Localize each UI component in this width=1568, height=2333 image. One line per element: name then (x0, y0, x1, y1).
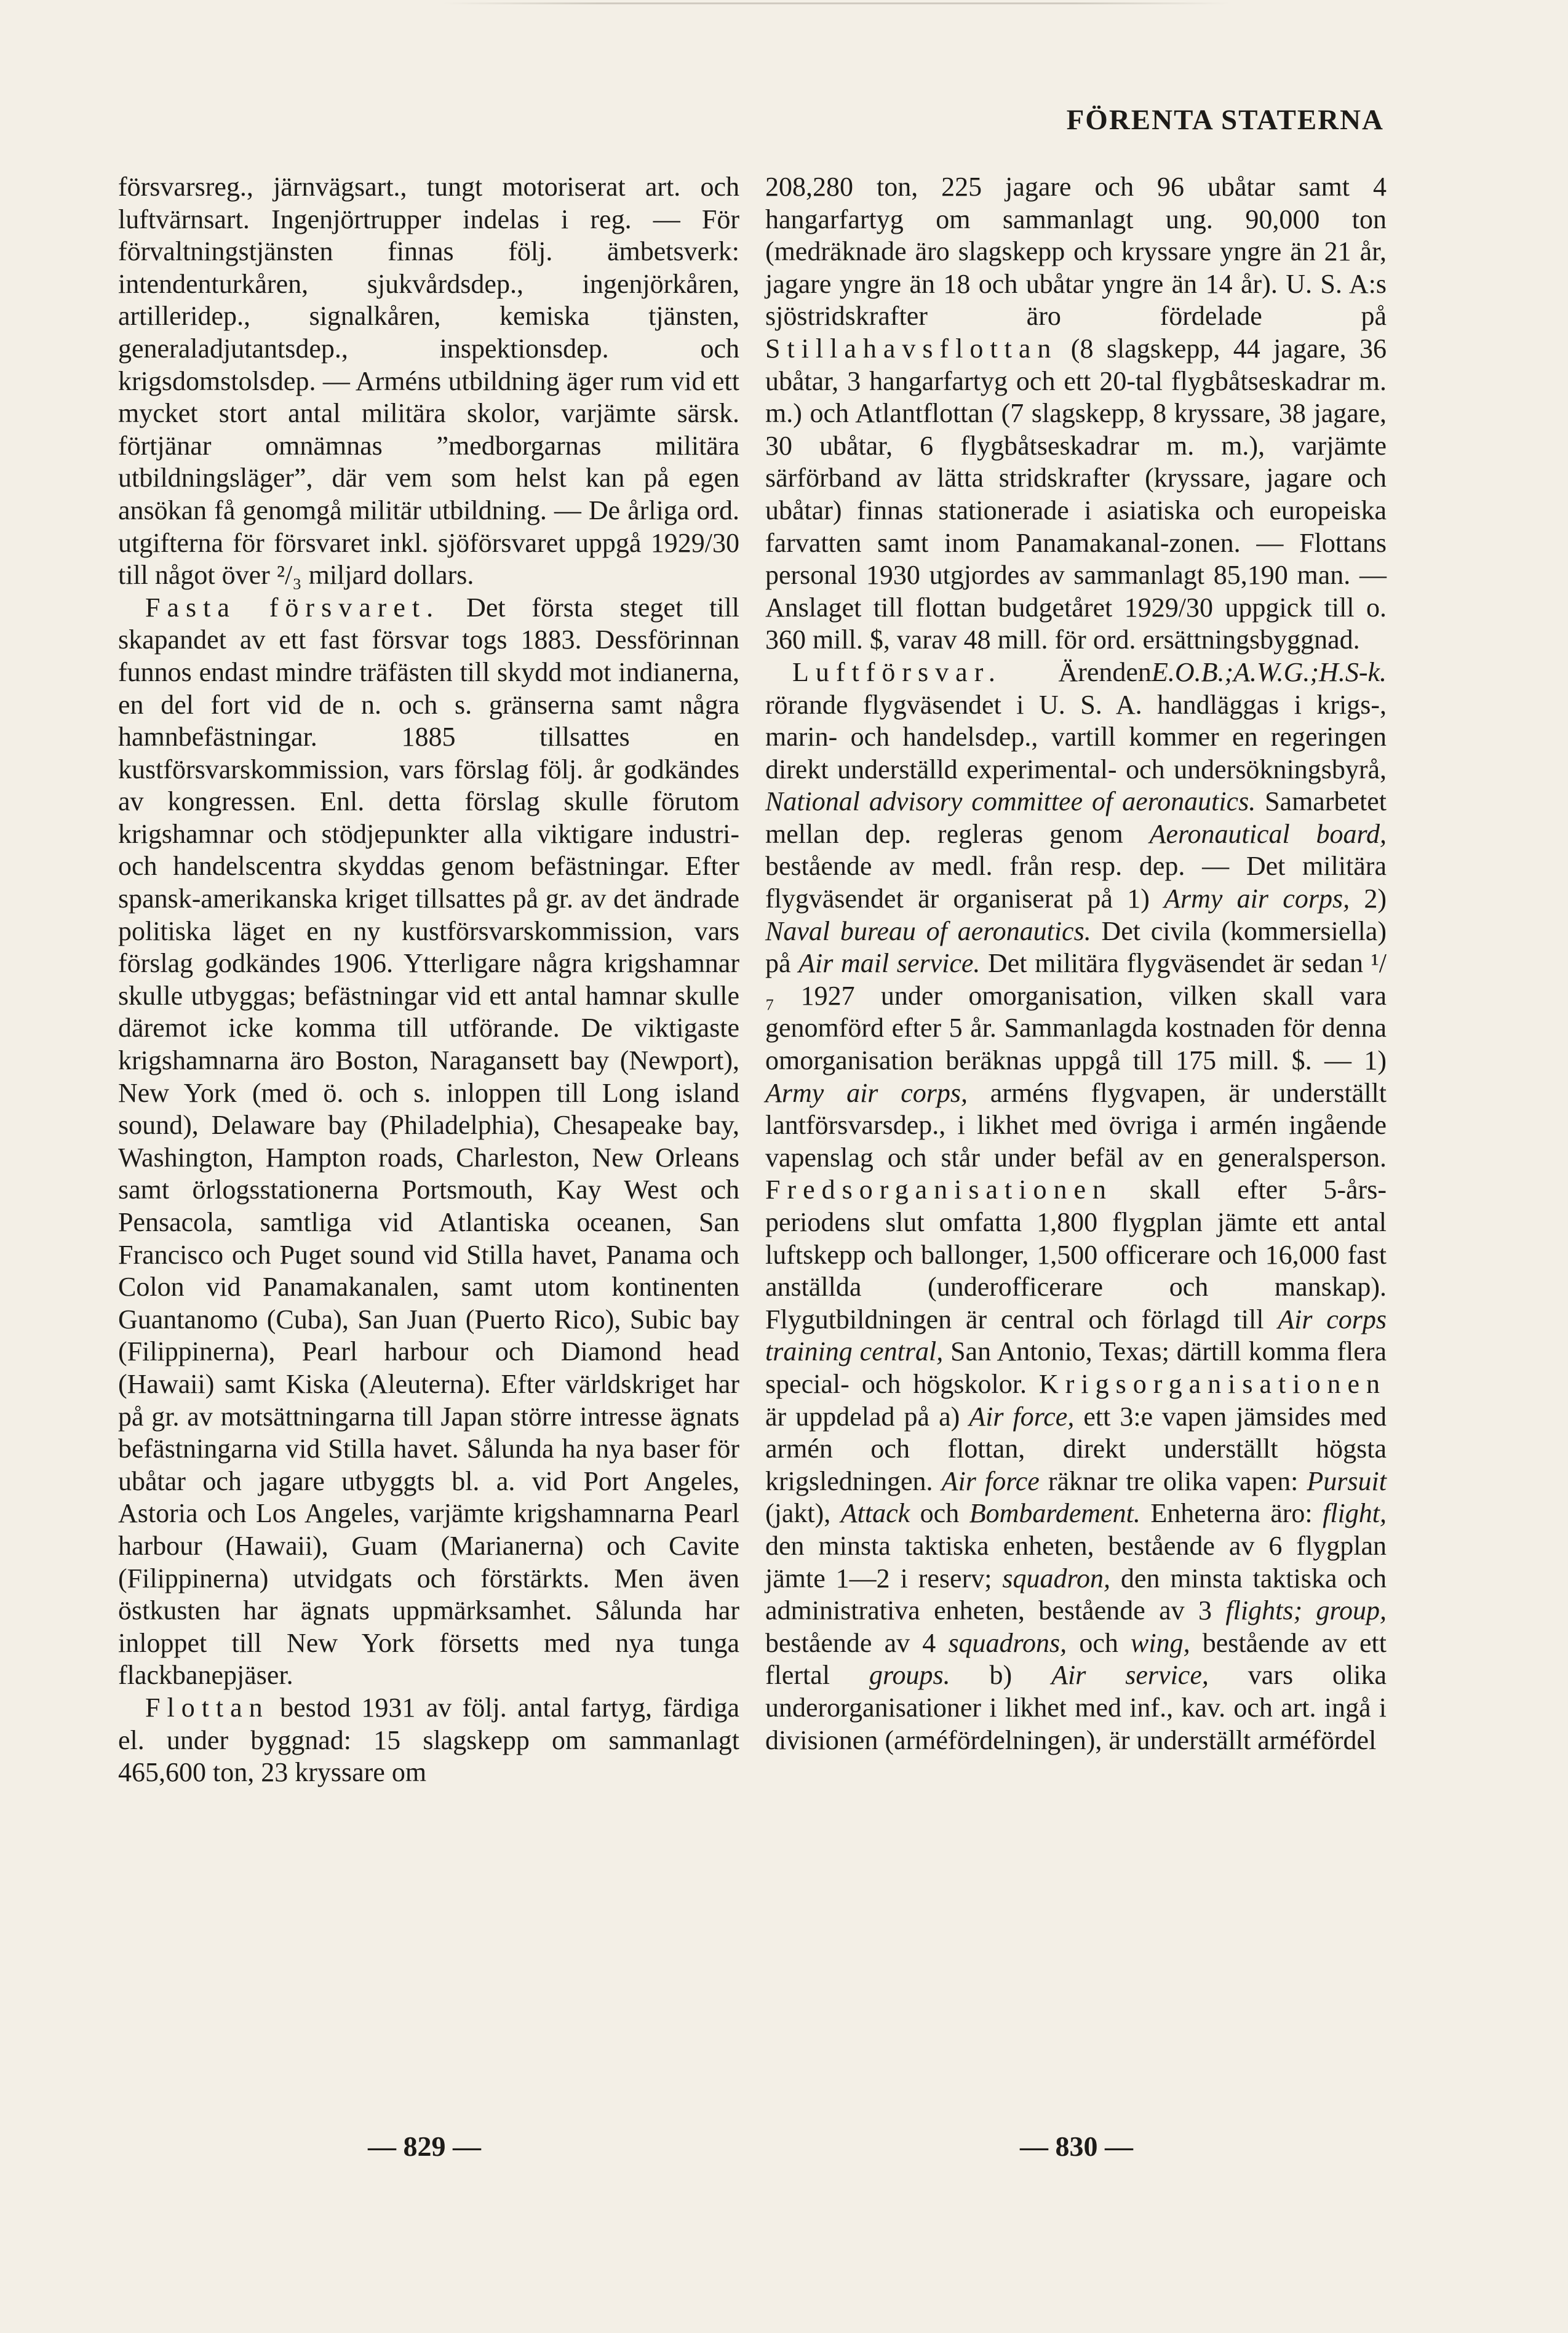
rt-i14: squadron, (1002, 1563, 1111, 1593)
rt-g: arméns flygvapen, är underställt lantförsvarsdep., i likhet med övriga i armén ingående vapenslag och står under befäl av en generalsperson. (765, 1077, 1387, 1173)
rt-i4: Naval bureau of aeronautics. (765, 915, 1091, 946)
rt-i15: flights; (1225, 1595, 1303, 1626)
section-lead-flottan: Flottan (145, 1692, 269, 1723)
rt-a: Ärenden rörande flygväsendet i U. S. A. handläggas i krigs-, marin- och handelsdep., vartill kommer en regeringen direkt underställd experimental- och undersökningsbyrå, (765, 656, 1387, 784)
rt-u: bestående av ett flertal (765, 1627, 1387, 1691)
rt-d: 2) (1350, 883, 1387, 914)
page-number-right: — 830 — (1020, 2131, 1133, 2162)
right-paragraph-luftforsvar (765, 656, 1387, 1757)
rt-j: är uppdelad på a) (765, 1401, 969, 1432)
rt-i1: National advisory committee of aeronautics. (765, 786, 1256, 817)
rt-i7: Air corps training central, (765, 1304, 1387, 1367)
rt-h: skall efter 5-års-periodens slut omfatta 1,800 flygplan jämte ett antal luftskepp och ballonger, 1,500 officerare och 16,000 fast anställda (underofficerare och manskap). Flygutbildningen är central och förlagd till (765, 1174, 1387, 1334)
spaced-stillahavsflottan: Stillahavsflottan (765, 333, 1058, 364)
rt-i17: squadrons, (948, 1627, 1067, 1658)
spaced-fredsorganisationen: Fredsorganisationen (765, 1174, 1113, 1205)
rt-c: bestående av medl. från resp. dep. — Det militära flygväsendet är organiserat på 1) (765, 851, 1387, 914)
section-lead-luftforsvar: Luftförsvar. (792, 656, 1002, 687)
rt-e: Det civila (kommersiella) på (765, 915, 1387, 979)
rt-k: ett 3:e vapen jämsides med armén och flottan, direkt underställt högsta krigsledningen. (765, 1401, 1387, 1496)
rt-s: bestående av 4 (765, 1627, 949, 1658)
spaced-krigsorganisationen: Krigsorganisationen (1038, 1368, 1387, 1399)
right-p1-text-a: 208,280 ton, 225 jagare och 96 ubåtar samt 4 hangarfartyg om sammanlagt ung. 90,000 ton (medräknade äro slagskepp och kryssare yngre än 21 år, jagare yngre än 18 och ubåtar yngre än 14 år). U. S. A:s sjöstridskrafter äro fördelade på (765, 172, 1387, 332)
rt-i12: Bombardement. (969, 1498, 1140, 1529)
rt-i10: Pursuit (1307, 1466, 1387, 1496)
rt-i19: groups. (869, 1660, 950, 1691)
rt-l: räknar tre olika vapen: (1039, 1466, 1307, 1496)
rt-p: den minsta taktiska enheten, bestående av 6 flygplan jämte 1—2 i reserv; (765, 1530, 1387, 1593)
right-column (765, 171, 1387, 1757)
rt-v: b) (950, 1660, 1052, 1691)
left-paragraph-1: försvarsreg., järnvägsart., tungt motoriserat art. och luftvärnsart. Ingenjörtrupper indelas i reg. — För förvaltningstjänsten finnas följ. ämbetsverk: intendenturkåren, sjukvårdsdep., ingenjörkåren, artilleridep., signalkåren, kemiska tjänsten, generaladjutantsdep., inspektionsdep. och krigsdomstolsdep. — Arméns utbildning äger rum vid ett mycket stort antal militära skolor, varjämte särsk. förtjänar omnämnas ”medborgarnas militära utbildningsläger”, där vem som helst kan på egen ansökan få genomgå militär utbildning. — De årliga ord. utgifterna för försvaret inkl. sjöförsvaret uppgå 1929/30 till något över ²/₃ miljard dollars. (118, 172, 739, 591)
rt-i18: wing, (1131, 1627, 1190, 1658)
rt-t: och (1067, 1627, 1131, 1658)
rt-i11: Attack (840, 1498, 910, 1529)
left-paragraph-3-text: bestod 1931 av följ. antal fartyg, färdiga el. under byggnad: 15 slagskepp om sammanlagt 465,600 ton, 23 kryssare om (118, 1692, 739, 1788)
rt-b: Samarbetet mellan dep. regleras genom (765, 786, 1387, 849)
rt-i20: Air service, (1051, 1660, 1209, 1691)
rt-w: vars olika underorganisationer i likhet med inf., kav. och art. ingå i divisionen (arméfördelningen), är underställt arméfördel (765, 1660, 1387, 1755)
left-paragraph-flottan (118, 1692, 739, 1789)
rt-i3: Army air corps, (1164, 883, 1350, 914)
left-paragraph-fasta-forsvaret (118, 592, 739, 1692)
rt-i13: flight, (1323, 1498, 1387, 1529)
rt-o: Enheterna äro: (1140, 1498, 1323, 1529)
top-edge-line (443, 2, 1230, 4)
rt-m: (jakt), (765, 1498, 841, 1529)
running-head: FÖRENTA STATERNA (1066, 104, 1384, 136)
rt-i6: Army air corps, (765, 1077, 968, 1108)
rt-n: och (910, 1498, 969, 1529)
rt-i16: group, (1316, 1595, 1387, 1626)
left-paragraph-2-text: Det första steget till skapandet av ett fast försvar togs 1883. Dessförinnan funnos endast mindre träfästen till skydd mot indianerna, en del fort vid de n. och s. gränserna samt några hamnbefästningar. 1885 tillsattes en kustförsvarskommission, vars förslag följ. år godkändes av kongressen. Enl. detta förslag skulle förutom krigshamnar och stödjepunkter alla viktigare industri- och handelscentra skyddas genom befästningar. Efter spansk-amerikanska kriget tillsattes på gr. av det ändrade politiska läget en ny kustförsvarskommission, vars förslag godkändes 1906. Ytterligare några krigshamnar skulle utbyggas; befästningar vid ett antal hamnar skulle däremot icke komma till utförande. De viktigaste krigshamnarna äro Boston, Naragansett bay (Newport), New York (med ö. och s. inloppen till Long island sound), Delaware bay (Philadelphia), Chesapeake bay, Washington, Hampton roads, Charleston, New Orleans samt örlogsstationerna Portsmouth, Kay West och Pensacola, samtliga vid Atlantiska oceanen, San Francisco och Puget sound vid Stilla havet, Panama och Colon vid Panamakanalen, samt utom kontinenten Guantanomo (Cuba), San Juan (Puerto Rico), Subic bay (Filippinerna), Pearl harbour och Diamond head (Hawaii) samt Kiska (Aleuterna). Efter världskriget har på gr. av motsättningarna till Japan större intresse ägnats befästningarna vid Stilla havet. Sålunda ha nya baser för ubåtar och jagare utbyggts bl. a. vid Port Angeles, Astoria och Los Angeles, varjämte krigshamnarna Pearl harbour (Hawaii), Guam (Marianerna) och Cavite (Filippinerna) utvidgats och förstärkts. Men även östkusten har ägnats uppmärksamhet. Sålunda har inloppet till New York försetts med nya tunga flackbanepjäser. (118, 592, 739, 1691)
author-signature: E.O.B.;A.W.G.;H.S-k. (1151, 656, 1387, 687)
page-number-left: — 829 — (368, 2131, 481, 2162)
rt-f: Det militära flygväsendet är sedan ¹/₇ 1927 under omorganisation, vilken skall vara genomförd efter 5 år. Sammanlagda kostnaden för denna omorganisation beräknas uppgå till 175 mill. $. — 1) (765, 948, 1387, 1076)
rt-i9: Air force (941, 1466, 1040, 1496)
rt-q: den minsta taktiska och administrativa enheten, bestående av 3 (765, 1563, 1387, 1626)
rt-i5: Air mail service. (798, 948, 981, 979)
right-p1-text-b: (8 slagskepp, 44 jagare, 36 ubåtar, 3 hangarfartyg och ett 20-tal flygbåtseskadrar m. m.) och Atlantflottan (7 slagskepp, 8 kryssare, 38 jagare, 30 ubåtar, 6 flygbåtseskadrar m. m.), varjämte särförband av lätta stridskrafter (kryssare, jagare och ubåtar) finnas stationerade i asiatiska och europeiska farvatten samt inom Panamakanal-zonen. — Flottans personal 1930 utgjordes av sammanlagt 85,190 man. — Anslaget till flottan budgetåret 1929/30 uppgick till o. 360 mill. $, varav 48 mill. för ord. ersättningsbyggnad. (765, 333, 1387, 655)
rt-r (1302, 1595, 1316, 1625)
rt-i2: Aeronautical board, (1149, 818, 1387, 849)
rt-i: San Antonio, Texas; därtill komma flera special- och högskolor. (765, 1336, 1387, 1399)
section-lead-fasta-forsvaret: Fasta försvaret. (145, 592, 440, 623)
rt-i8: Air force, (969, 1401, 1075, 1432)
left-column (118, 171, 739, 1789)
